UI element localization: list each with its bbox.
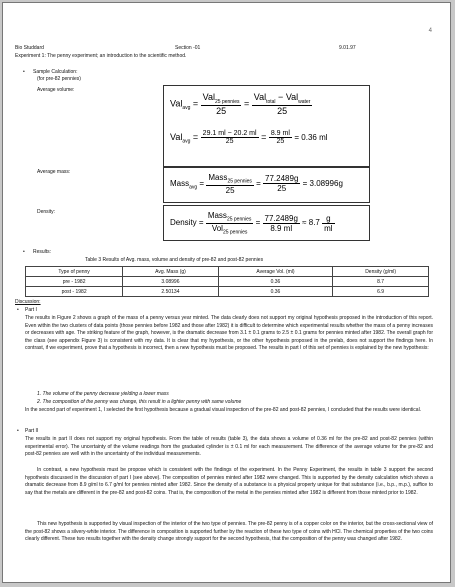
table-header: Type of penny: [26, 267, 123, 277]
hypothesis-2: 2. The composition of the penny was change, this result in a lighter penny with same volume: [37, 399, 242, 405]
table-header: Density (g/ml): [333, 267, 429, 277]
part1-conclusion: In the second part of experiment 1, I selected the first hypothesis because a gradual visual inspection of the pre-82 and post-82 pennies, I concluded that the results were identical.: [25, 407, 422, 413]
experiment-title: Experiment 1: The penny experiment; an introduction to the scientific method.: [15, 53, 187, 59]
mass-equation-box: [163, 167, 370, 203]
table-row: post - 1982 2.50134 0.36 6.9: [26, 287, 429, 297]
part1-heading: Part I: [25, 307, 37, 313]
table-caption: Table 3 Results of Avg. mass, volume and density of pre-82 and post-82 pennies: [85, 257, 264, 263]
part1-paragraph: The results in Figure 2 shows a graph of the mass of a penny versus year minted. The data clearly does not support my original hypothesis proposed in the introduction of this report. Even within the two clusters of data points (those pennies before 1982 and those after 1982) it is difficult to determine which experimental results whether the mass of a penny increases or decreases with age. The striking feature of the graph, however, is the dramatic decrease from 3.1 ± 0.1 grams to 2.5 ± 0.1 grams for pennies minted after 1982. The overall graph for the class (see appendix Figure 3) is consistent with my data. It is clear that my hypothesis, or the other hypothesis proposed in the prelab, does not support the findings here. In contrast, if we experiment, prove that a hypothesis is incorrect, then a new hypothesis must be proposed. The results in part I of this set of pennies is explained by the new hypothesis:: [25, 315, 433, 351]
results-heading: Results:: [33, 249, 52, 255]
sample-calc-subheading: (for pre-82 pennies): [37, 76, 81, 82]
author-name: Bio Studdard: [15, 45, 44, 51]
page-number: 4: [428, 28, 432, 34]
avg-volume-label: Average volume:: [37, 87, 75, 93]
table-row: pre - 1982 3.08996 0.36 8.7: [26, 277, 429, 287]
report-date: 9.01.97: [339, 45, 356, 51]
density-label: Density:: [37, 209, 56, 215]
hypothesis-1: 1. The volume of the penny decrease yielding a lower mass: [37, 391, 169, 397]
section-label: Section -01: [175, 45, 201, 51]
sample-calc-heading: Sample Calculation:: [33, 69, 78, 75]
table-header-row: [26, 267, 429, 277]
volume-equation-box: [163, 85, 370, 167]
bullet-icon: •: [23, 249, 25, 255]
volume-lhs: Val: [170, 98, 183, 109]
document-page: [2, 2, 451, 583]
discussion-heading: Discussion:: [15, 299, 41, 305]
bullet-icon: •: [17, 428, 19, 434]
bullet-icon: •: [17, 307, 19, 313]
table-header: Avg. Mass (g): [123, 267, 219, 277]
mass-equation: Mass$_{avg}$ = $\frac{Mass_{25 pennies}}{25}$ = $\frac{77.2489g}{25}$ = 3.08996g: [170, 173, 343, 195]
density-equation: Density = $\frac{Mass_{25 pennies}}{Vol_{25 pennies}}$ = $\frac{77.2489g}{8.9 ml}$ ≈ 8.7 $\frac{g}{ml}$: [170, 211, 333, 236]
results-table: [25, 266, 429, 297]
avg-mass-label: Average mass:: [37, 169, 71, 175]
volume-fraction-1: $\frac{Val_{25 pennies}}{25}$: [202, 92, 240, 116]
part2-paragraph-2: In contrast, a new hypothesis must be propose which is consistent with the findings of the experiment. In the Penny Experiment, the results in table 3 support the second hypothesis discussed in the discussion of part I (see above). The composition of pennies minted after 1982 were changed. This is supported by the density calculation which shows a dramatic decrease from 8.9 g/ml to 6.7 g/ml for pennies minted after 1982. Since the density of a substance is a physical property unique for that substance (i.e., b.p., m.p.), suffice to say that the metals are different in the pre-82 and post-82 coins. That is, the composition of the metal in the pennies minted after 1982 is different from those minted prior to 1982.: [25, 467, 433, 496]
part2-paragraph-1: The results in part II does not support my original hypothesis. From the table of results (table 3), the data shows a volume of 0.36 ml for the pre-82 and post-82 pennies (within experimental error). The uncertainty of the volume readings from the graduated cylinder is ± 0.1 ml for each measurement. The difference of the average volume for the pre-82 and post-82 pennies are well with in the uncertainty of the individual measurements.: [25, 436, 433, 457]
volume-equation-2: Val$_{avg}$ = $\frac{29.1 ml - 20.2 ml}{25}$ = $\frac{8.9 ml}{25}$ = 0.36 ml: [170, 130, 328, 145]
part2-paragraph-3: This new hypothesis is supported by visual inspection of the interior of the two type of pennies. The pre-82 penny is of a copper color on the interior, but the cross-sectional view of the post-82 shows a silvery-white interior. The difference in composition is supported further by the reaction of these two type of coins with HCl. The chemical properties of the two coins clearly different. These two results together with the density change strongly support for the second hypothesis, that the composition of the penny was changed after 1982.: [25, 521, 433, 542]
mass-result: = 3.08996g: [302, 178, 343, 188]
volume-equation-1: Val$_{avg}$ = $\frac{Val_{25 pennies}}{25}$ = $\frac{Val_{total} - Val_{water}}{25}$: [170, 92, 311, 116]
part2-heading: Part II: [25, 428, 39, 434]
density-result: ≈ 8.7: [302, 218, 320, 228]
volume-result: = 0.36 ml: [294, 132, 328, 142]
volume-fraction-2: $\frac{Val_{total} - Val_{water}}{25}$: [253, 92, 311, 116]
bullet-icon: •: [23, 69, 25, 75]
table-header: Average Vol. (ml): [218, 267, 333, 277]
density-equation-box: [163, 205, 370, 241]
